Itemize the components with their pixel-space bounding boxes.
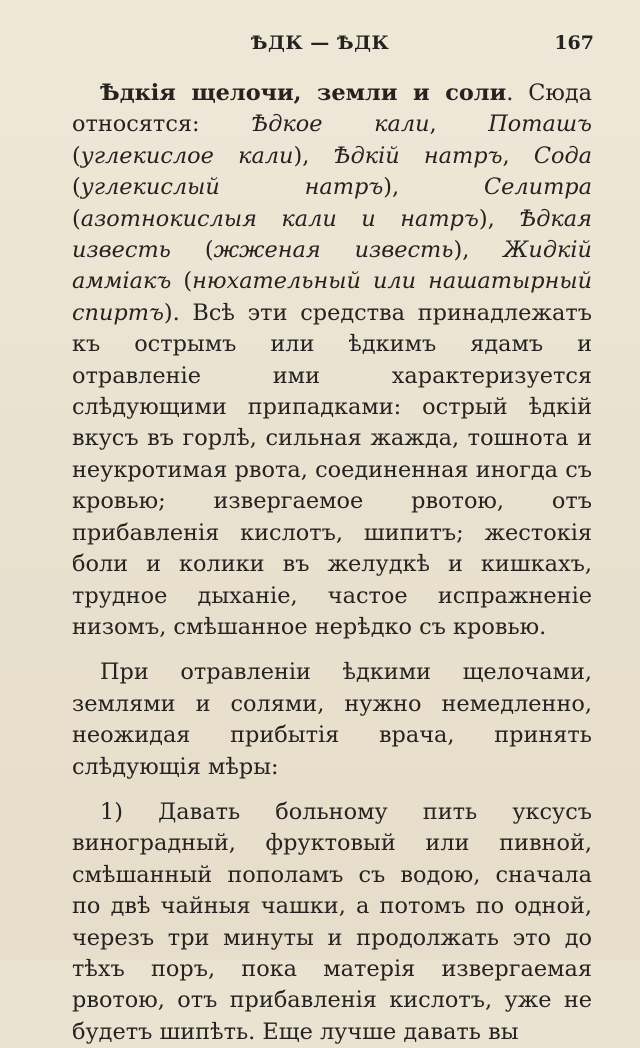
- running-title: ѢДК — ѢДК: [250, 32, 390, 54]
- italic-term: Жидкій аммiакъ: [72, 237, 592, 295]
- page-number: 167: [554, 32, 594, 54]
- italic-term: азотнокислыя кали и натръ: [80, 205, 479, 232]
- italic-term: Ѣдкій натръ: [333, 142, 503, 169]
- text-run: (: [170, 237, 214, 264]
- section-heading: Ѣдкія щелочи, земли и соли: [100, 80, 507, 106]
- paragraph-poisons-list: [72, 78, 592, 643]
- text-run: (: [72, 174, 81, 201]
- text-run: (: [72, 205, 81, 232]
- italic-term: нюхательный или нашатырный спиртъ: [72, 268, 592, 326]
- italic-term: Ѣдкое кали: [251, 111, 430, 138]
- italic-term: углекислый натръ: [80, 174, 384, 201]
- italic-term: углекислое кали: [80, 142, 294, 169]
- text-run: ),: [478, 205, 520, 232]
- paragraph-1-body: [72, 80, 592, 640]
- paragraph-measure-1: 1) Давать больному пить уксусъ виноградный, фруктовый или пивной, смѣшанный пополамъ съ водою, сначала по двѣ чайныя чашки, а потомъ по одной, черезъ три минуты и продолжать это до тѣхъ поръ, пока матерія извергаемая рвотою, отъ прибавленія кислотъ, уже не будетъ шипѣть. Еще лучше давать вы: [72, 798, 592, 1045]
- text-run: (: [171, 268, 193, 295]
- text-run: ,: [502, 142, 534, 169]
- italic-term: Ѣдкая известь: [72, 205, 592, 264]
- body-text: [72, 78, 592, 1048]
- italic-term: жженая известь: [213, 237, 454, 264]
- text-run: ),: [383, 174, 485, 201]
- text-run: (: [72, 142, 81, 169]
- text-run: ),: [293, 142, 334, 169]
- italic-term: Поташъ: [488, 111, 592, 138]
- text-run: ,: [429, 111, 489, 138]
- italic-term: Сода: [533, 142, 592, 169]
- text-run: ),: [453, 237, 504, 264]
- paragraph-measures-intro: При отравленіи ѣдкими щелочами, землями и солями, нужно немедленно, неожидая прибытія врача, принять слѣдующія мѣры:: [72, 659, 592, 780]
- italic-term: Селитра: [484, 174, 592, 201]
- text-run: . Сюда относятся:: [72, 80, 593, 138]
- text-run: ). Всѣ эти средства принадлежатъ къ острымъ или ѣдкимъ ядамъ и отравленіе ими характеризуется слѣдующими припадками: острый ѣдкій вкусъ въ горлѣ, сильная жажда, тошнота и неукротимая рвота, соединенная иногда съ кровью; извергаемое рвотою, отъ прибавленія кислотъ, шипитъ; жестокія боли и колики въ желудкѣ и кишкахъ, трудное дыханіе, частое испражненіе низомъ, смѣшанное нерѣдко съ кровью.: [72, 299, 592, 640]
